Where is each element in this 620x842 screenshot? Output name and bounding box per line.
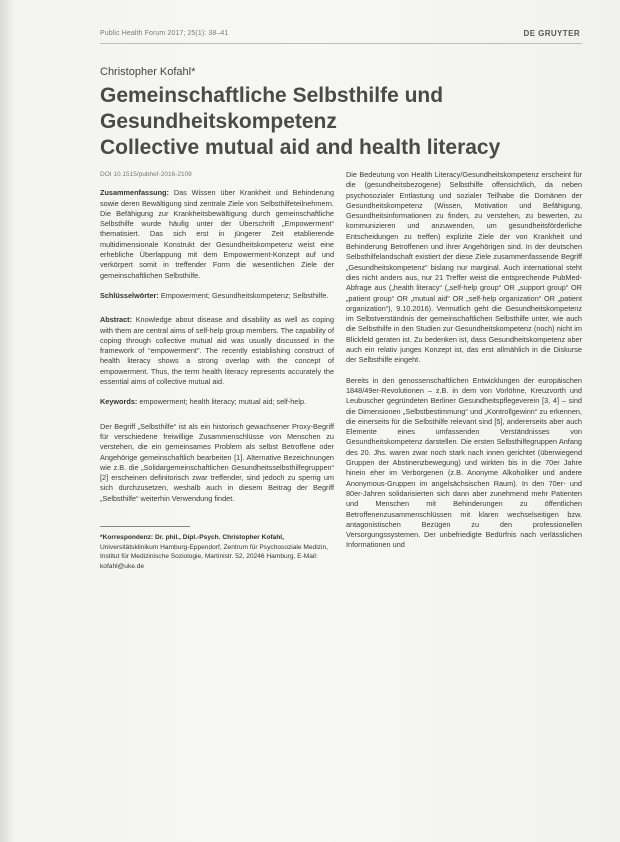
correspondence-footnote bbox=[100, 533, 334, 571]
schluesselwoerter-label: Schlüsselwörter: bbox=[100, 290, 159, 300]
running-head: Public Health Forum 2017; 25(1): 38–41 bbox=[100, 30, 229, 37]
abstract-text: Knowledge about disease and disability as well as coping with them are central aims of self-help group members. The capability of coping through collective mutual aid was usually discussed in the framework of “empowerment”. The recently establishing construct of health literacy shows a strong overlap with the concept of empowerment. Thus, the term health literacy represents accurately the essential aims of collective mutual aid. bbox=[100, 315, 334, 387]
body-paragraph-intro: Der Begriff „Selbsthilfe“ ist als ein historisch gewachsener Proxy-Begriff für verschiedene freiwillige Zusammenschlüsse von Menschen zu verstehen, die ein gemeinsames Problem als selbst Betroffene oder Angehörige gemeinschaftlich bearbeiten [1]. Alternative Bezeichnungen wie z.B. die „Solidargemeinschaftlichen Gesundheitsselbsthilfegruppen“ [2] erscheinen definitorisch zwar treffender, sind jedoch zu sperrig um sich durchzusetzen, weshalb auch in diesem Beitrag der Begriff „Selbsthilfe“ weiterhin Verwendung findet. bbox=[100, 421, 334, 503]
zusammenfassung bbox=[100, 188, 334, 281]
header-rule bbox=[100, 43, 582, 44]
title-german: Gemeinschaftliche Selbsthilfe und Gesundheitskompetenz bbox=[100, 84, 444, 133]
zusammenfassung-label: Zusammenfassung: bbox=[100, 188, 169, 198]
title-english: Collective mutual aid and health literacy bbox=[100, 136, 501, 159]
scan-edge-shadow bbox=[0, 0, 14, 842]
schluesselwoerter-text: Empowerment; Gesundheitskompetenz; Selbsthilfe. bbox=[160, 290, 329, 300]
keywords-text: empowerment; health literacy; mutual aid; self-help. bbox=[139, 397, 307, 407]
publisher-logo: DE GRUYTER bbox=[523, 29, 580, 38]
keywords-label: Keywords: bbox=[100, 397, 138, 407]
doi: DOI 10.1515/pubhef-2016-2109 bbox=[100, 171, 192, 178]
abstract bbox=[100, 315, 334, 387]
author-name: Christopher Kofahl* bbox=[100, 66, 196, 78]
keywords bbox=[100, 397, 334, 407]
body-paragraph-2: Bereits in den genossenschaftlichen Entwicklungen der europäischen 1848/49er-Revolutionen – z.B. in dem von Vorlöhne, Kreuzvorth und Leubuscher gegründeten Berliner Gesundheitspflegeverein [3, 4] – sind die Dimensionen „Selbstbestimmung“ und „Kontrollgewinn“ zu erkennen, die einerseits für die Selbsthilfe relevant sind [5], andererseits aber auch Elemente eines umfassenden Verständnisses von Gesundheitskompetenz darstellen. Die ersten Selbsthilfegruppen Anfang des 20. Jhs. waren zwar noch stark nach innen gerichtet (überwiegend Gruppen der Abstinenzbewegung) und wirkten bis in die 70er Jahre hinein eher im Verborgenen (z.B. Anonyme Alkoholiker und andere Anonymous-Gruppen im angelsächsischen Raum). In den 70er- und 80er-Jahren solidarisierten sich dann aber zunehmend mehr Patienten und Menschen mit Behinderungen zu öffentlichen Betroffenenzusammenschlüssen mit klaren wechselseitigen bzw. antagonistischen Bezügen zu den professionellen Versorgungssystemen. Der unbefriedigte Bedürfnis nach verlässlichen Informationen und bbox=[346, 375, 582, 550]
abstract-label: Abstract: bbox=[100, 315, 133, 325]
schluesselwoerter bbox=[100, 291, 334, 301]
footnote-rule bbox=[100, 526, 190, 527]
right-column bbox=[346, 170, 582, 561]
body-paragraph-1: Die Bedeutung von Health Literacy/Gesundheitskompetenz erscheint für die (gesundheitsbezogene) Selbsthilfe offensichtlich, da neben psychosozialer Entlastung und sozialer Teilhabe die Domänen der Gesundheitskompetenz (Wissen, Motivation und Befähigung, Gesundheitsinformationen zu finden, zu verstehen, zu bewerten, zu kommunizieren und anzuwenden, um gesundheitsförderliche Entscheidungen zu treffen) explizite Ziele der von Krankheit und Behinderung Betroffenen und ihrer Angehörigen sind. In der deutschen Selbsthilfelandschaft existiert der diese Ziele zusammenfassende Begriff „Gesundheitskompetenz“ bislang nur marginal. Auch international steht dies nicht anders aus, nur 21 Treffer weist die entsprechende PubMed-Abfrage aus („health literacy“ („self-help group“ OR „support group“ OR „patient group“ OR „mutual aid“ OR „self-help organization“ OR „patient organization“), 9.10.2016). Vermutlich geht die Gesundheitskompetenz im Selbstverständnis der gemeinschaftlichen Selbsthilfe unter, wie auch die Selbsthilfe in den Studien zur Gesundheitskompetenz (noch) nicht im Blickfeld geraten ist. Zu bedenken ist, dass Gesundheitskompetenz aber auch ein relativ junges Konzept ist, das erst allmählich in die Diskurse der Selbsthilfe eingeht. bbox=[346, 170, 582, 365]
footnote-label: *Korrespondenz: Dr. phil., Dipl.-Psych. Christopher Kofahl, bbox=[100, 534, 284, 542]
footnote-text: Universitätsklinikum Hamburg-Eppendorf, Zentrum für Psychosoziale Medizin, Institut für Medizinische Soziologie, Martinistr. 52, 20246 Hamburg, E-Mail: kofahl@uke.de bbox=[100, 543, 328, 570]
zusammenfassung-text: Das Wissen über Krankheit und Behinderung sowie deren Bewältigung sind zentrale Ziele von Selbsthilfeteilnehmern. Die Befähigung zur Krankheitsbewältigung durch gemeinschaftliche Selbsthilfe wurde häufig unter der Überschrift „Empowerment“ thematisiert. Das sich erst in jüngerer Zeit etablierende multidimensionale Konstrukt der Gesundheitskompetenz weist eine erhebliche Überlappung mit dem Empowerment-Konzept auf und verkörpert somit in treffender Form die wesentlichen Ziele der gemeinschaftlichen Selbsthilfe. bbox=[100, 188, 335, 280]
left-column bbox=[100, 170, 334, 571]
